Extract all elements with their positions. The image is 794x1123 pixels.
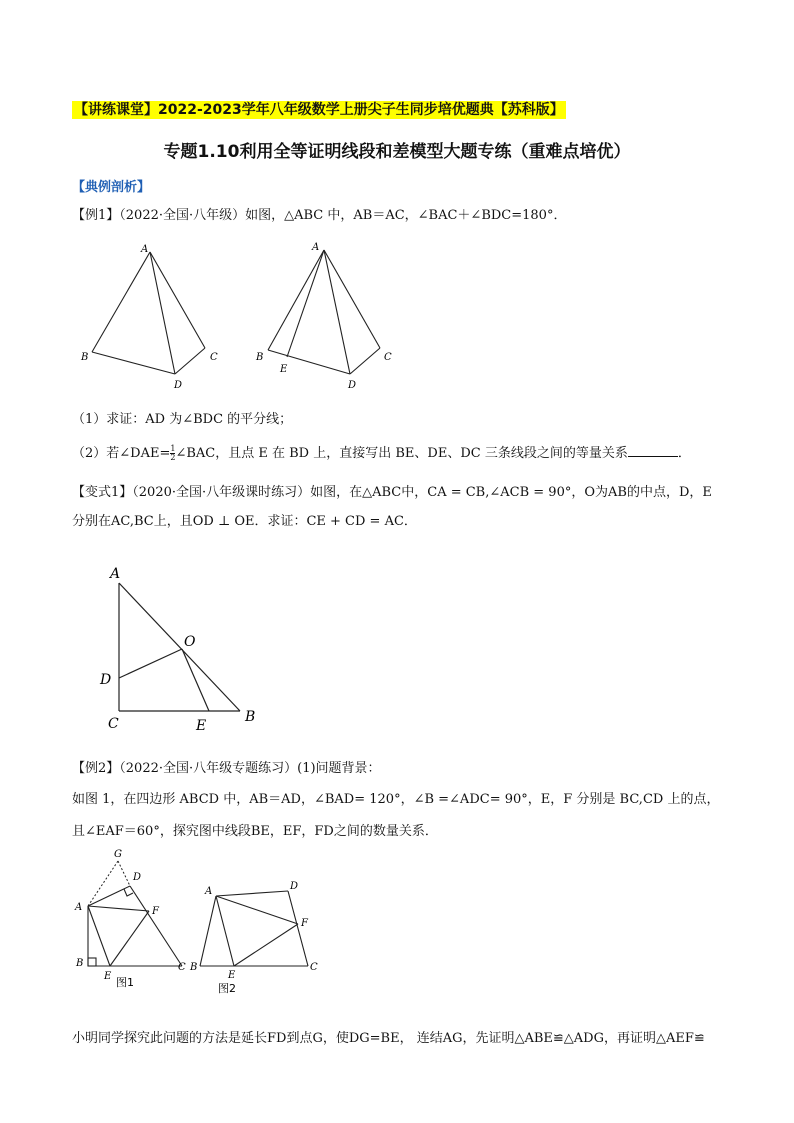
label-e: E bbox=[280, 364, 288, 375]
segment-cd bbox=[350, 348, 380, 374]
segment-ef bbox=[110, 911, 149, 966]
label-d: D bbox=[348, 380, 357, 391]
segment-ae bbox=[287, 250, 324, 357]
segment-ad bbox=[324, 250, 350, 374]
q2-part-a: （2）若∠DAE= bbox=[72, 446, 171, 461]
series-title: 【讲练课堂】2022-2023学年八年级数学上册尖子生同步培优题典【苏科版】 bbox=[74, 102, 564, 118]
segment-ac bbox=[324, 250, 380, 348]
example1-stem: 【例1】（2022·全国·八年级）如图，△ABC 中，AB＝AC，∠BAC＋∠BDC=180°． bbox=[72, 208, 567, 223]
label-o: O bbox=[184, 634, 196, 650]
label-e: E bbox=[104, 971, 112, 982]
segment-ab bbox=[92, 252, 150, 352]
segment-ab bbox=[268, 250, 324, 350]
q2-part-b: ∠BAC，且点 E 在 BD 上，直接写出 BE、DE、DC 三条线段之间的等量关系 bbox=[175, 446, 628, 461]
label-d: D bbox=[174, 380, 183, 391]
example1-question1: （1）求证：AD 为∠BDC 的平分线； bbox=[72, 412, 293, 427]
label-b: B bbox=[81, 352, 89, 363]
label-b: B bbox=[256, 352, 264, 363]
example2-stem: 【例2】（2022·全国·八年级专题练习）(1)问题背景： bbox=[72, 761, 381, 776]
figure-2-caption: 图2 bbox=[218, 982, 236, 994]
right-angle-d bbox=[124, 889, 133, 896]
segment-cd bbox=[175, 348, 205, 374]
label-c: C bbox=[178, 962, 186, 973]
label-g: G bbox=[114, 849, 122, 860]
segment-ab bbox=[200, 896, 216, 966]
fraction-one-half: $\frac{1}{2}$ bbox=[170, 444, 176, 462]
segment-ae bbox=[216, 896, 234, 966]
segment-af bbox=[88, 906, 149, 911]
example2-line3: 小明同学探究此问题的方法是延长FD到点G，使DG=BE， 连结AG，先证明△ABE≌△ADG，再证明△AEF≌ bbox=[72, 1031, 705, 1046]
section-label: 【典例剖析】 bbox=[72, 180, 151, 195]
label-d: D bbox=[100, 672, 112, 688]
segment-ef bbox=[234, 924, 298, 966]
label-c: C bbox=[210, 352, 218, 363]
label-b: B bbox=[190, 962, 198, 973]
label-e: E bbox=[228, 970, 236, 981]
example2-line1: 如图 1，在四边形 ABCD 中，AB＝AD，∠BAD= 120°，∠B =∠ADC= 90°，E，F 分别是 BC,CD 上的点， bbox=[72, 792, 720, 807]
example2-line2: 且∠EAF＝60°，探究图中线段BE，EF，FD之间的数量关系． bbox=[72, 824, 438, 839]
segment-ad bbox=[150, 252, 175, 374]
label-c: C bbox=[384, 352, 392, 363]
q2-end: ． bbox=[677, 446, 691, 461]
segment-ae bbox=[88, 906, 110, 966]
page-title: 专题1.10利用全等证明线段和差模型大题专练（重难点培优） bbox=[163, 142, 631, 162]
label-d: D bbox=[290, 881, 299, 892]
label-c: C bbox=[108, 716, 119, 732]
label-a: A bbox=[205, 886, 213, 897]
segment-ac bbox=[150, 252, 205, 348]
segment-af bbox=[216, 896, 298, 924]
segment-ab bbox=[119, 583, 240, 711]
label-b: B bbox=[76, 958, 84, 969]
example2-figures bbox=[72, 844, 332, 994]
label-d: D bbox=[133, 872, 142, 883]
label-a: A bbox=[110, 566, 121, 582]
example2-figure-2 bbox=[189, 881, 318, 994]
example1-figure-left bbox=[92, 252, 205, 374]
label-f: F bbox=[301, 918, 308, 929]
segment-oe bbox=[182, 649, 209, 711]
right-angle-b bbox=[88, 958, 96, 966]
label-c: C bbox=[310, 962, 318, 973]
label-a: A bbox=[75, 902, 83, 913]
segment-ad bbox=[88, 886, 130, 906]
label-a: A bbox=[312, 242, 320, 253]
example1-figures bbox=[72, 236, 402, 396]
segment-ad bbox=[216, 891, 288, 896]
variant1-figure bbox=[90, 560, 270, 740]
answer-blank[interactable] bbox=[628, 444, 678, 457]
example1-figure-right bbox=[268, 250, 380, 374]
segment-gd bbox=[118, 861, 130, 886]
variant1-line1: 【变式1】（2020·全国·八年级课时练习）如图，在△ABC中，CA = CB,∠ACB = 90°，O为AB的中点，D，E bbox=[72, 485, 712, 500]
label-b: B bbox=[245, 709, 256, 725]
example1-question2 bbox=[72, 444, 691, 464]
label-a: A bbox=[141, 244, 149, 255]
segment-od bbox=[119, 649, 182, 678]
label-f: F bbox=[152, 906, 159, 917]
variant1-line2: 分别在AC,BC上，且OD ⊥ OE．求证：CE + CD = AC． bbox=[72, 514, 417, 529]
label-e: E bbox=[196, 718, 207, 734]
segment-bd bbox=[92, 352, 175, 374]
example2-figure-1 bbox=[74, 849, 186, 989]
figure-1-caption: 图1 bbox=[116, 976, 134, 989]
